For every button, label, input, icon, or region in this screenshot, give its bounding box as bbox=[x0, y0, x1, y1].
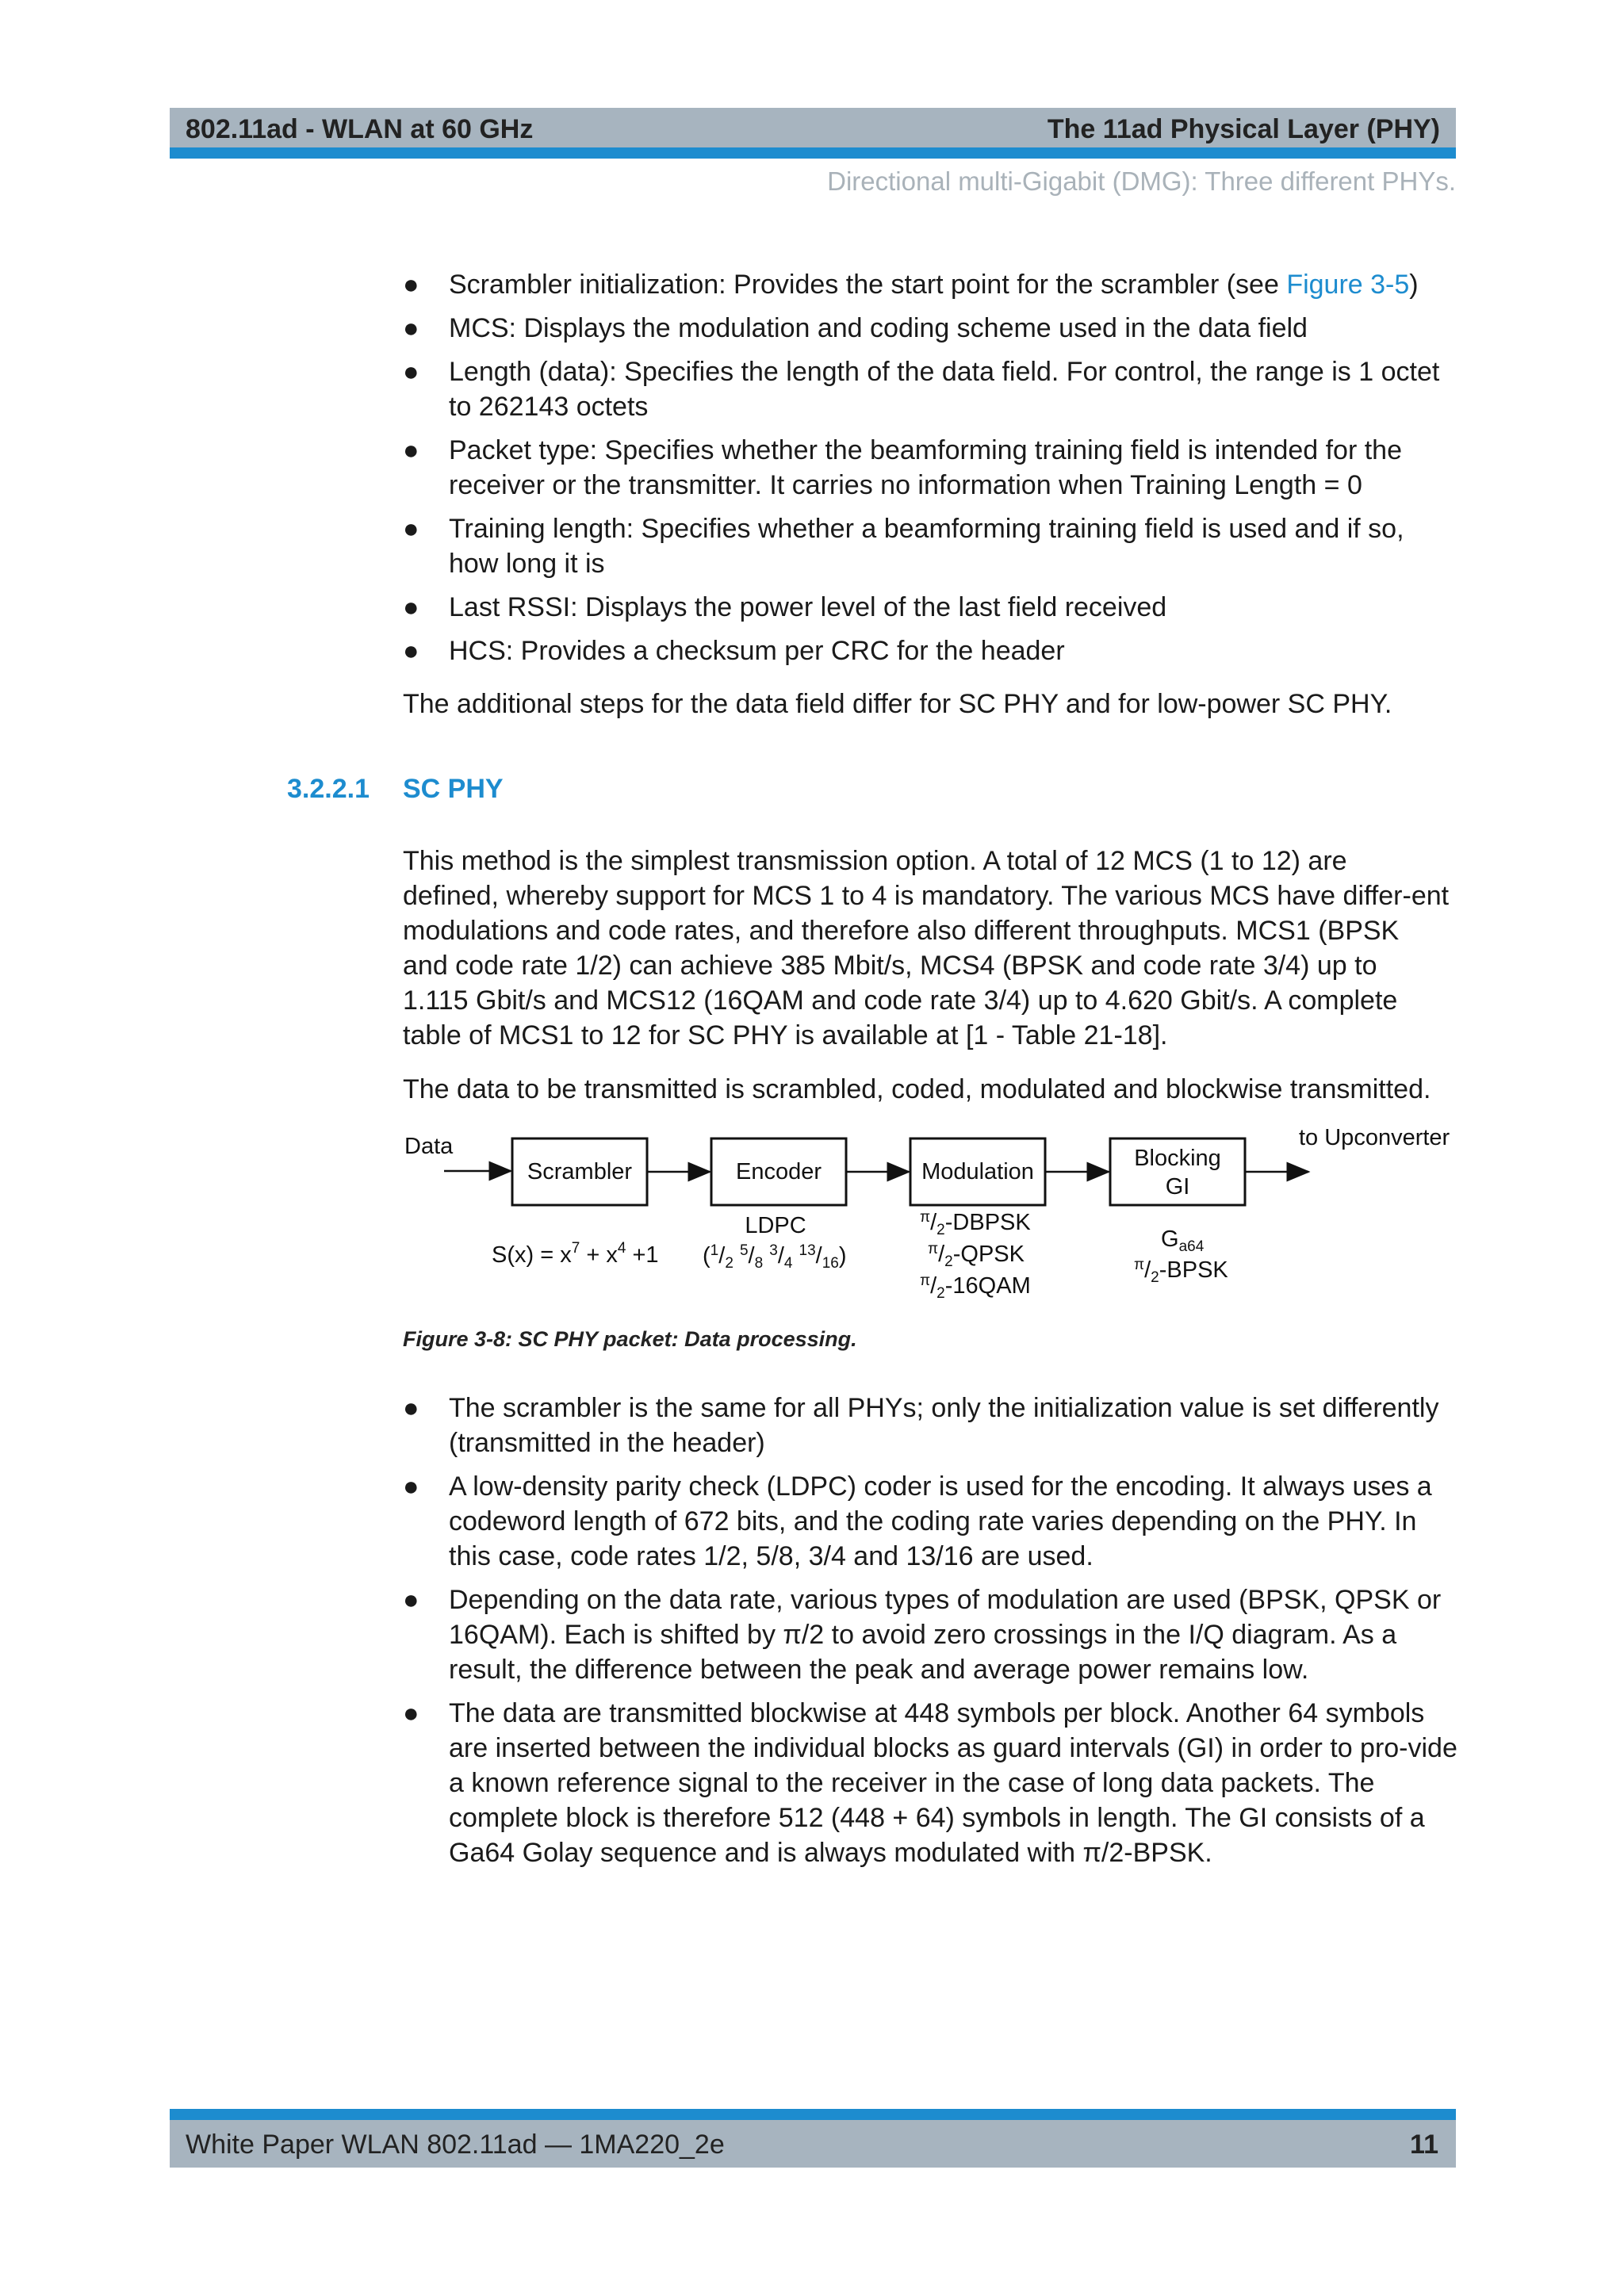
output-label: to Upconverter bbox=[1299, 1126, 1450, 1150]
modulation-dbpsk: $^\pi/_2$-DBPSK bbox=[920, 1209, 1031, 1238]
bullet-icon: ● bbox=[403, 270, 419, 300]
page-number: 11 bbox=[1410, 2130, 1438, 2160]
footer-bar bbox=[170, 2120, 1456, 2168]
encoder-label: Encoder bbox=[735, 1159, 822, 1184]
section-title: SC PHY bbox=[403, 774, 504, 804]
bullet-icon: ● bbox=[403, 357, 419, 387]
input-label: Data bbox=[404, 1134, 454, 1159]
bullet-icon: ● bbox=[403, 514, 419, 544]
blocking-bpsk: $^\pi/_2$-BPSK bbox=[1134, 1257, 1228, 1286]
figure-caption: Figure 3-8: SC PHY packet: Data processing. bbox=[403, 1327, 857, 1351]
figure-diagram bbox=[403, 1126, 1465, 1316]
code-rates: ($^1/_2$ $^5/_8$ $^3/_4$ $^{13}/_{16}$) bbox=[703, 1242, 847, 1272]
bullet-text: The data are transmitted blockwise at 448 symbols per block. Another 64 symbols are inserted between the individual blocks as guard intervals (GI) in order to pro-vide a known reference signal to the receiver in the case of long data packets. The complete block is therefore 512 (448 + 64) symbols in length. The GI consists of a Ga64 Golay sequence and is always modulated with π/2-BPSK. bbox=[449, 1698, 1457, 1868]
paragraph-data: The data to be transmitted is scrambled, coded, modulated and blockwise transmitted. bbox=[403, 1074, 1431, 1104]
bullet-icon: ● bbox=[403, 1393, 419, 1423]
bullet-icon: ● bbox=[403, 313, 419, 343]
scrambler-polynomial: $S(x) = x^7 + x^4 +1$ bbox=[492, 1240, 659, 1268]
bullet-text: A low-density parity check (LDPC) coder is used for the encoding. It always uses a codeword length of 672 bits, and the coding rate varies depending on the PHY. In this case, code rates 1/2, 5/8, 3/4 and 13/16 are used. bbox=[449, 1471, 1432, 1571]
bullet-icon: ● bbox=[403, 1471, 419, 1502]
bullet-text: Scrambler initialization: Provides the start point for the scrambler (see bbox=[449, 270, 1287, 300]
modulation-qpsk: $^\pi/_2$-QPSK bbox=[928, 1241, 1025, 1270]
section-number: 3.2.2.1 bbox=[287, 774, 370, 804]
gi-label: GI bbox=[1165, 1174, 1190, 1200]
bullet-icon: ● bbox=[403, 636, 419, 666]
header-title-right: The 11ad Physical Layer (PHY) bbox=[1047, 114, 1440, 144]
bullet-icon: ● bbox=[403, 435, 419, 465]
bullet-text: MCS: Displays the modulation and coding scheme used in the data field bbox=[449, 313, 1308, 343]
footer-accent-rule bbox=[170, 2109, 1456, 2120]
bullet-text: ) bbox=[1409, 270, 1419, 300]
bullet-text: Length (data): Specifies the length of the data field. For control, the range is 1 octet to 262143 octets bbox=[449, 357, 1440, 422]
header-bar bbox=[170, 108, 1456, 147]
block-diagram bbox=[403, 1126, 1465, 1316]
bullet-icon: ● bbox=[403, 592, 419, 622]
header-title-left: 802.11ad - WLAN at 60 GHz bbox=[186, 114, 534, 144]
bullet-text: The scrambler is the same for all PHYs; only the initialization value is set differently (transmitted in the header) bbox=[449, 1393, 1439, 1458]
bullet-icon: ● bbox=[403, 1585, 419, 1615]
ldpc-label: LDPC bbox=[745, 1213, 806, 1238]
paragraph-steps: The additional steps for the data field differ for SC PHY and for low-power SC PHY. bbox=[403, 689, 1392, 719]
blocking-label: Blocking bbox=[1134, 1146, 1221, 1171]
figure-link[interactable]: Figure 3-5 bbox=[1286, 270, 1410, 300]
bullet-text: Training length: Specifies whether a beamforming training field is used and if so, how long it is bbox=[449, 514, 1404, 579]
scrambler-label: Scrambler bbox=[527, 1159, 633, 1184]
footer-document-id: White Paper WLAN 802.11ad — 1MA220_2e bbox=[186, 2130, 725, 2160]
header-accent-rule bbox=[170, 147, 1456, 159]
modulation-16qam: $^\pi/_2-16QAM$ bbox=[920, 1272, 1031, 1302]
paragraph-method: This method is the simplest transmission option. A total of 12 MCS (1 to 12) are defined, whereby support for MCS 1 to 4 is mandatory. The various MCS have differ-ent modulations and code rates, and therefore also different throughputs. MCS1 (BPSK and code rate 1/2) can achieve 385 Mbit/s, MCS4 (BPSK and code rate 3/4) up to 1.115 Gbit/s and MCS12 (16QAM and code rate 3/4) up to 4.620 Gbit/s. A complete table of MCS1 to 12 for SC PHY is available at [1 - Table 21-18]. bbox=[403, 846, 1450, 1050]
bullet-text: Last RSSI: Displays the power level of the last field received bbox=[449, 592, 1167, 622]
bullet-text: HCS: Provides a checksum per CRC for the header bbox=[449, 636, 1065, 666]
bullet-text: Packet type: Specifies whether the beamforming training field is intended for the receiver or the transmitter. It carries no information when Training Length = 0 bbox=[449, 435, 1403, 500]
header-subtitle: Directional multi-Gigabit (DMG): Three different PHYs. bbox=[827, 166, 1456, 196]
golay-sequence: $G_{a64}$ bbox=[1161, 1226, 1205, 1255]
modulation-label: Modulation bbox=[921, 1159, 1034, 1184]
bullet-icon: ● bbox=[403, 1698, 419, 1728]
bullet-text: Depending on the data rate, various types of modulation are used (BPSK, QPSK or 16QAM). Each is shifted by π/2 to avoid zero crossings in the I/Q diagram. As a result, the difference between the peak and average power remains low. bbox=[449, 1585, 1442, 1685]
